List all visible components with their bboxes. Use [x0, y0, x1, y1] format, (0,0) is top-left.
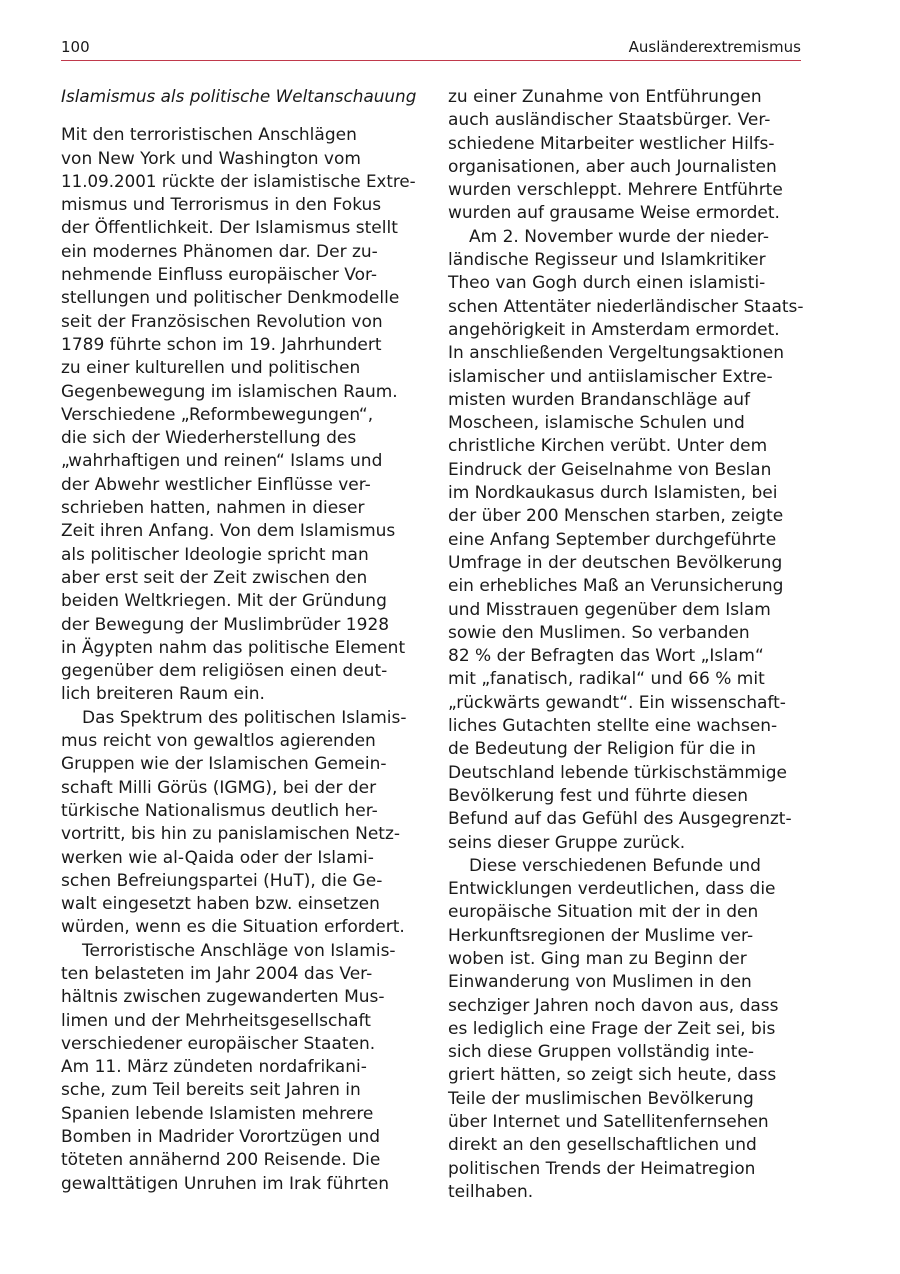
text-line: Umfrage in der deutschen Bevölkerung: [448, 552, 783, 573]
text-line: Theo van Gogh durch einen islamisti-: [448, 273, 766, 294]
text-line: in Ägypten nahm das politische Element: [61, 637, 406, 658]
right-column-text: [448, 86, 805, 1204]
text-line: Bevölkerung fest und führte diesen: [448, 785, 748, 806]
left-column: [61, 86, 416, 1196]
text-line: organisationen, aber auch Journalisten: [448, 156, 777, 177]
text-line: Am 2. November wurde der nieder-: [469, 226, 769, 247]
text-line: sechziger Jahren noch davon aus, dass: [448, 995, 779, 1016]
text-line: schiedene Mitarbeiter westlicher Hilfs-: [448, 133, 775, 154]
text-line: der Bewegung der Muslimbrüder 1928: [61, 614, 390, 635]
text-line: Eindruck der Geiselnahme von Beslan: [448, 459, 772, 480]
text-line: schaft Milli Görüs (IGMG), bei der der: [61, 777, 377, 798]
text-line: schen Befreiungspartei (HuT), die Ge-: [61, 870, 383, 891]
text-line: der Öffentlichkeit. Der Islamismus stellt: [61, 218, 398, 239]
text-line: es lediglich eine Frage der Zeit sei, bis: [448, 1018, 776, 1039]
text-line: 11.09.2001 rückte der islamistische Extre-: [61, 171, 416, 192]
text-line: verschiedener europäischer Staaten.: [61, 1033, 376, 1054]
text-line: werken wie al-Qaida oder der Islami-: [61, 847, 374, 868]
text-line: mus reicht von gewaltlos agierenden: [61, 731, 376, 752]
text-line: sich diese Gruppen vollständig inte-: [448, 1042, 755, 1063]
page-number: 100: [61, 38, 90, 56]
text-line: schrieben hatten, nahmen in dieser: [61, 498, 365, 519]
text-line: teilhaben.: [448, 1181, 534, 1202]
text-line: beiden Weltkriegen. Mit der Gründung: [61, 591, 387, 612]
text-line: europäische Situation mit der in den: [448, 902, 759, 923]
text-line: Gruppen wie der Islamischen Gemein-: [61, 754, 387, 775]
text-line: walt eingesetzt haben bzw. einsetzen: [61, 894, 380, 915]
text-line: die sich der Wiederherstellung des: [61, 428, 357, 449]
text-line: In anschließenden Vergeltungsaktionen: [448, 343, 784, 364]
page-header: [61, 38, 801, 60]
text-line: „wahrhaftigen und reinen“ Islams und: [61, 451, 383, 472]
text-line: Moscheen, islamische Schulen und: [448, 413, 745, 434]
text-line: sche, zum Teil bereits seit Jahren in: [61, 1080, 361, 1101]
text-line: Spanien lebende Islamisten mehrere: [61, 1103, 374, 1124]
text-line: Teile der muslimischen Bevölkerung: [448, 1088, 754, 1109]
text-line: liches Gutachten stellte eine wachsen-: [448, 716, 778, 737]
text-line: Einwanderung von Muslimen in den: [448, 972, 752, 993]
text-line: gegenüber dem religiösen einen deut-: [61, 661, 388, 682]
text-line: Befund auf das Gefühl des Ausgegrenzt-: [448, 809, 792, 830]
text-line: Terroristische Anschläge von Islamis-: [82, 940, 396, 961]
running-title: Ausländerextremismus: [628, 38, 801, 56]
right-column: [448, 86, 805, 1204]
text-line: ein modernes Phänomen dar. Der zu-: [61, 241, 378, 262]
text-line: türkische Nationalismus deutlich her-: [61, 800, 378, 821]
text-line: woben ist. Ging man zu Beginn der: [448, 948, 747, 969]
text-line: zu einer Zunahme von Entführungen: [448, 87, 762, 107]
text-line: Am 11. März zündeten nordafrikani-: [61, 1057, 367, 1078]
text-line: christliche Kirchen verübt. Unter dem: [448, 436, 768, 457]
text-line: Bomben in Madrider Vorortzügen und: [61, 1127, 381, 1148]
text-line: schen Attentäter niederländischer Staats-: [448, 296, 804, 317]
text-line: islamischer und antiislamischer Extre-: [448, 366, 773, 387]
text-line: sowie den Muslimen. So verbanden: [448, 622, 750, 643]
text-line: zu einer kulturellen und politischen: [61, 358, 361, 379]
section-heading: Islamismus als politische Weltanschauung: [61, 87, 417, 107]
text-line: nehmende Einfluss europäischer Vor-: [61, 265, 378, 286]
left-column-text: [61, 124, 416, 1196]
text-line: Herkunftsregionen der Muslime ver-: [448, 925, 754, 946]
text-line: als politischer Ideologie spricht man: [61, 544, 369, 565]
text-line: Entwicklungen verdeutlichen, dass die: [448, 879, 776, 900]
text-line: wurden verschleppt. Mehrere Entführte: [448, 180, 783, 201]
text-line: de Bedeutung der Religion für die in: [448, 739, 756, 760]
text-line: eine Anfang September durchgeführte: [448, 529, 777, 550]
text-line: würden, wenn es die Situation erfordert.: [61, 917, 405, 938]
text-line: der über 200 Menschen starben, zeigte: [448, 506, 784, 527]
header-rule: [61, 60, 801, 61]
text-line: Zeit ihren Anfang. Von dem Islamismus: [61, 521, 396, 542]
text-line: griert hätten, so zeigt sich heute, dass: [448, 1065, 777, 1086]
text-line: und Misstrauen gegenüber dem Islam: [448, 599, 771, 620]
text-line: über Internet und Satellitenfernsehen: [448, 1112, 769, 1133]
text-line: Deutschland lebende türkischstämmige: [448, 762, 787, 783]
text-line: limen und der Mehrheitsgesellschaft: [61, 1010, 371, 1031]
text-line: 82 % der Befragten das Wort „Islam“: [448, 646, 764, 667]
text-line: Verschiedene „Reformbewegungen“,: [61, 404, 374, 425]
text-line: „rückwärts gewandt“. Ein wissenschaft-: [448, 692, 786, 713]
text-line: gewalttätigen Unruhen im Irak führten: [61, 1173, 390, 1194]
text-line: Das Spektrum des politischen Islamis-: [82, 707, 407, 728]
text-line: wurden auf grausame Weise ermordet.: [448, 203, 780, 224]
text-line: töteten annähernd 200 Reisende. Die: [61, 1150, 381, 1171]
text-line: auch ausländischer Staatsbürger. Ver-: [448, 110, 771, 131]
text-line: stellungen und politischer Denkmodelle: [61, 288, 400, 309]
text-line: angehörigkeit in Amsterdam ermordet.: [448, 319, 780, 340]
text-line: im Nordkaukasus durch Islamisten, bei: [448, 483, 778, 504]
text-line: mit „fanatisch, radikal“ und 66 % mit: [448, 669, 765, 690]
text-line: Gegenbewegung im islamischen Raum.: [61, 381, 398, 402]
text-line: hältnis zwischen zugewanderten Mus-: [61, 987, 385, 1008]
text-line: Diese verschiedenen Befunde und: [469, 855, 761, 876]
text-line: politischen Trends der Heimatregion: [448, 1158, 756, 1179]
text-line: 1789 führte schon im 19. Jahrhundert: [61, 334, 382, 355]
text-line: ländische Regisseur und Islamkritiker: [448, 250, 766, 271]
text-line: der Abwehr westlicher Einflüsse ver-: [61, 474, 371, 495]
text-line: ein erhebliches Maß an Verunsicherung: [448, 576, 784, 597]
text-line: lich breiteren Raum ein.: [61, 684, 265, 705]
text-line: seins dieser Gruppe zurück.: [448, 832, 686, 853]
text-line: von New York und Washington vom: [61, 148, 361, 169]
text-line: aber erst seit der Zeit zwischen den: [61, 567, 368, 588]
text-line: direkt an den gesellschaftlichen und: [448, 1135, 757, 1156]
text-line: ten belasteten im Jahr 2004 das Ver-: [61, 963, 373, 984]
text-line: mismus und Terrorismus in den Fokus: [61, 195, 382, 216]
text-line: Mit den terroristischen Anschlägen: [61, 125, 357, 146]
text-line: misten wurden Brandanschläge auf: [448, 389, 751, 410]
text-line: vortritt, bis hin zu panislamischen Netz-: [61, 824, 401, 845]
text-line: seit der Französischen Revolution von: [61, 311, 383, 332]
